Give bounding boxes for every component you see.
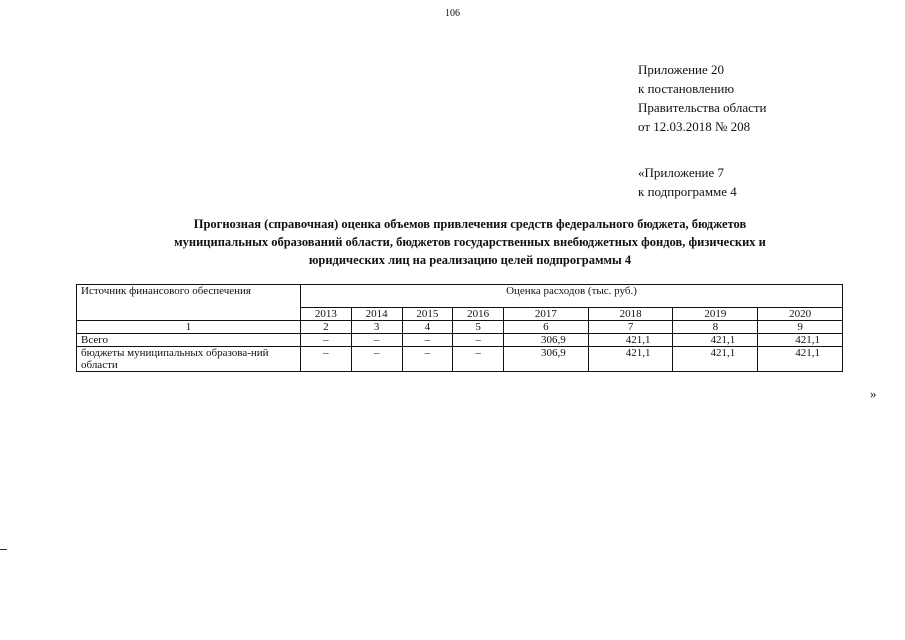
- title-line: Прогнозная (справочная) оценка объемов привлечения средств федерального бюджета, бюджетов: [193, 217, 747, 231]
- year-cell: 2020: [758, 308, 843, 321]
- expense-table: [76, 284, 843, 372]
- value-cell: –: [453, 334, 504, 347]
- appendix-block: [638, 60, 767, 136]
- year-cell: 2014: [351, 308, 402, 321]
- value-cell: –: [402, 334, 453, 347]
- year-cell: 2013: [301, 308, 352, 321]
- value-cell: –: [453, 347, 504, 372]
- title-line: юридических лиц на реализацию целей подпрограммы 4: [308, 253, 632, 267]
- sub-appendix-line: к подпрограмме 4: [638, 184, 737, 199]
- closing-quote: »: [870, 386, 877, 401]
- appendix-line: Приложение 20: [638, 62, 725, 77]
- value-cell: 306,9: [504, 347, 589, 372]
- document-title: [100, 215, 840, 269]
- value-cell: 421,1: [758, 334, 843, 347]
- value-cell: 421,1: [673, 347, 758, 372]
- value-cell: –: [301, 347, 352, 372]
- appendix-line: Правительства области: [638, 100, 767, 115]
- year-cell: 2016: [453, 308, 504, 321]
- row-source: бюджеты муниципальных образова-ний области: [77, 347, 301, 372]
- index-cell: 2: [301, 321, 352, 334]
- index-cell: 7: [588, 321, 673, 334]
- title-line: муниципальных образований области, бюджетов государственных внебюджетных фондов, физических и: [174, 235, 766, 249]
- appendix-line: к постановлению: [638, 81, 735, 96]
- year-cell: 2019: [673, 308, 758, 321]
- index-cell: 3: [351, 321, 402, 334]
- index-cell: 6: [504, 321, 589, 334]
- value-cell: –: [351, 347, 402, 372]
- value-cell: –: [301, 334, 352, 347]
- value-cell: –: [351, 334, 402, 347]
- value-cell: –: [402, 347, 453, 372]
- value-cell: 306,9: [504, 334, 589, 347]
- expense-header: Оценка расходов (тыс. руб.): [301, 285, 843, 308]
- value-cell: 421,1: [673, 334, 758, 347]
- sub-appendix-line: «Приложение 7: [638, 165, 725, 180]
- margin-mark: [0, 549, 7, 550]
- index-cell: 1: [77, 321, 301, 334]
- value-cell: 421,1: [588, 347, 673, 372]
- year-cell: 2018: [588, 308, 673, 321]
- value-cell: 421,1: [758, 347, 843, 372]
- table-row: [77, 347, 843, 372]
- source-header: Источник финансового обеспечения: [77, 285, 301, 321]
- sub-appendix-block: [638, 163, 737, 201]
- index-cell: 9: [758, 321, 843, 334]
- value-cell: 421,1: [588, 334, 673, 347]
- year-cell: 2015: [402, 308, 453, 321]
- appendix-line: от 12.03.2018 № 208: [638, 119, 751, 134]
- table-row: [77, 334, 843, 347]
- row-source: Всего: [77, 334, 301, 347]
- index-cell: 8: [673, 321, 758, 334]
- table-header-row: [77, 285, 843, 308]
- index-cell: 5: [453, 321, 504, 334]
- year-cell: 2017: [504, 308, 589, 321]
- index-cell: 4: [402, 321, 453, 334]
- index-row: [77, 321, 843, 334]
- page-number: 106: [445, 8, 460, 19]
